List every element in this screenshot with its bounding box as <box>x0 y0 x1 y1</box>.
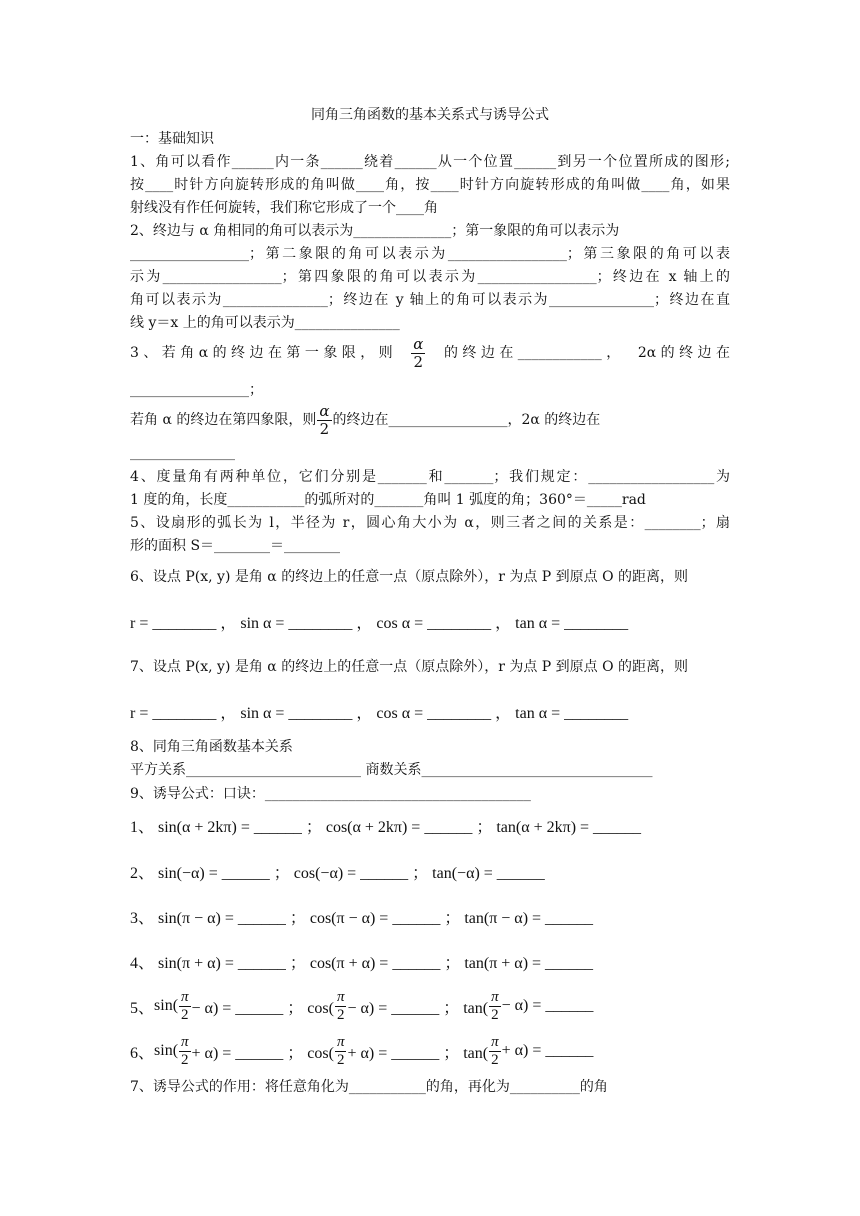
pi-over-2-fraction <box>489 1035 501 1068</box>
q8-line-1: 8、同角三角函数基本关系 <box>130 739 293 755</box>
fraction-denominator: 2 <box>336 1051 345 1068</box>
formula-row-1: 1、 sin(α + 2kπ) = ______ ； cos(α + 2kπ) = ______ ； tan(α + 2kπ) = ______ <box>130 819 642 836</box>
q7-line-1: 7、设点 P(x, y) 是角 α 的终边上的任意一点（原点除外），r 为点 P 到原点 O 的距离，则 <box>130 659 689 675</box>
formula-row-6 <box>130 1031 730 1071</box>
fraction-denominator: 2 <box>181 1051 189 1068</box>
q3b-end: 2α 的终边在 <box>521 412 601 428</box>
section-header: 一：基础知识 <box>130 131 214 147</box>
formula-5-number: 5、 <box>130 999 155 1017</box>
q3b-blank: _______________ <box>130 445 235 461</box>
page-title: 同角三角函数的基本关系式与诱导公式 <box>311 107 549 123</box>
q1-line-1: 1、角可以看作______内一条______绕着______从一个位置______到另一个位置所成的图形; <box>130 154 730 170</box>
q2-line-1: 2、终边与 α 角相同的角可以表示为______________；第一象限的角可以表示为 <box>130 223 620 239</box>
formula-6-part-1: sin( <box>154 1042 179 1059</box>
fraction-denominator: 2 <box>491 1051 499 1068</box>
formula-5-part-1: sin( <box>154 997 179 1014</box>
fraction-numerator: π <box>491 988 499 1005</box>
formula-5-part-4: − α) = ______ <box>501 997 594 1014</box>
fraction-denominator: 2 <box>336 1006 345 1023</box>
fraction-numerator: α <box>413 334 424 353</box>
q3b-mid: 的终边在_________________， <box>332 412 522 428</box>
formula-row-4: 4、 sin(π + α) = ______ ； cos(π + α) = ______ ； tan(π + α) = ______ <box>130 955 594 972</box>
pi-over-2-fraction <box>335 990 347 1023</box>
formula-6-number: 6、 <box>130 1044 155 1062</box>
fraction-denominator: 2 <box>491 1006 499 1023</box>
formula-6-part-3: + α) = ______ ； tan( <box>347 1044 489 1062</box>
q3a-prefix: 3 、 若 角 α 的 终 边 在 第 一 象 限 ， 则 <box>130 345 393 361</box>
q7-line-2: r = ________ ， sin α = ________ ， cos α = ________ ， tan α = ________ <box>130 705 629 722</box>
q1-line-2: 按____时针方向旋转形成的角叫做____角，按____时针方向旋转形成的角叫做____角，如果 <box>130 177 730 193</box>
fraction-numerator: α <box>319 401 330 420</box>
formula-5-part-2: − α) = ______ ； cos( <box>191 999 334 1017</box>
q2-line-4: 角可以表示为_______________；终边在 y 轴上的角可以表示为_______________；终边在直 <box>130 292 730 308</box>
formula-6-part-2: + α) = ______ ； cos( <box>191 1044 334 1062</box>
q3-line-a <box>130 334 730 371</box>
q5-line-1: 5、设扇形的弧长为 l，半径为 r，圆心角大小为 α，则三者之间的关系是：________；扇 <box>130 515 730 531</box>
formula-row-5 <box>130 986 730 1026</box>
pi-over-2-fraction <box>489 990 501 1023</box>
q3a-blank: _________________； <box>130 382 263 398</box>
q2-line-3: 示为_________________；第四象限的角可以表示为_________________；终边在 x 轴上的 <box>130 269 730 285</box>
q6-line-2: r = ________ ， sin α = ________ ， cos α = ________ ， tan α = ________ <box>130 615 629 632</box>
fraction-denominator: 2 <box>413 352 424 371</box>
q3a-end: 2α 的 终 边 在 <box>637 345 730 361</box>
pi-over-2-fraction <box>179 1035 191 1068</box>
q-last-line: 7、诱导公式的作用：将任意角化为___________的角，再化为__________的角 <box>130 1079 608 1095</box>
formula-5-part-3: − α) = ______ ； tan( <box>347 999 489 1017</box>
fraction-numerator: π <box>181 1033 189 1050</box>
fraction-denominator: 2 <box>181 1006 189 1023</box>
q4-line-1: 4、度量角有两种单位，它们分别是_______和_______；我们规定：__________________为 <box>130 469 730 485</box>
q3a-mid: 的 终 边 在 ____________ ， <box>443 345 621 361</box>
formula-row-2: 2、 sin(−α) = ______ ； cos(−α) = ______ ； tan(−α) = ______ <box>130 865 545 882</box>
fraction-numerator: π <box>336 1033 345 1050</box>
q3b-prefix: 若角 α 的终边在第四象限，则 <box>130 412 317 428</box>
formula-row-3: 3、 sin(π − α) = ______ ； cos(π − α) = ______ ； tan(π − α) = ______ <box>130 910 594 927</box>
q8-line-2: 平方关系_________________________ 商数关系_________________________________ <box>130 762 653 778</box>
q4-line-2: 1 度的角，长度___________的弧所对的_______角叫 1 弧度的角；360°＝_____rad <box>130 492 646 508</box>
fraction-numerator: π <box>491 1033 499 1050</box>
alpha-over-2-fraction <box>317 401 331 438</box>
fraction-numerator: π <box>336 988 345 1005</box>
q3-line-b <box>130 403 730 437</box>
q2-line-2: _________________；第二象限的角可以表示为_________________；第三象限的角可以表 <box>130 246 730 262</box>
q1-line-3: 射线没有作任何旋转，我们称它形成了一个____角 <box>130 200 438 216</box>
q6-line-1: 6、设点 P(x, y) 是角 α 的终边上的任意一点（原点除外），r 为点 P 到原点 O 的距离，则 <box>130 569 689 585</box>
fraction-numerator: π <box>181 988 189 1005</box>
pi-over-2-fraction <box>335 1035 347 1068</box>
q5-line-2: 形的面积 S＝________＝________ <box>130 538 341 554</box>
q2-line-5: 线 y＝x 上的角可以表示为_______________ <box>130 315 400 331</box>
q9-line-1: 9、诱导公式：口诀：______________________________________ <box>130 786 531 802</box>
alpha-over-2-fraction <box>411 334 425 371</box>
formula-6-part-4: + α) = ______ <box>501 1042 594 1059</box>
pi-over-2-fraction <box>179 990 191 1023</box>
fraction-denominator: 2 <box>319 419 330 438</box>
